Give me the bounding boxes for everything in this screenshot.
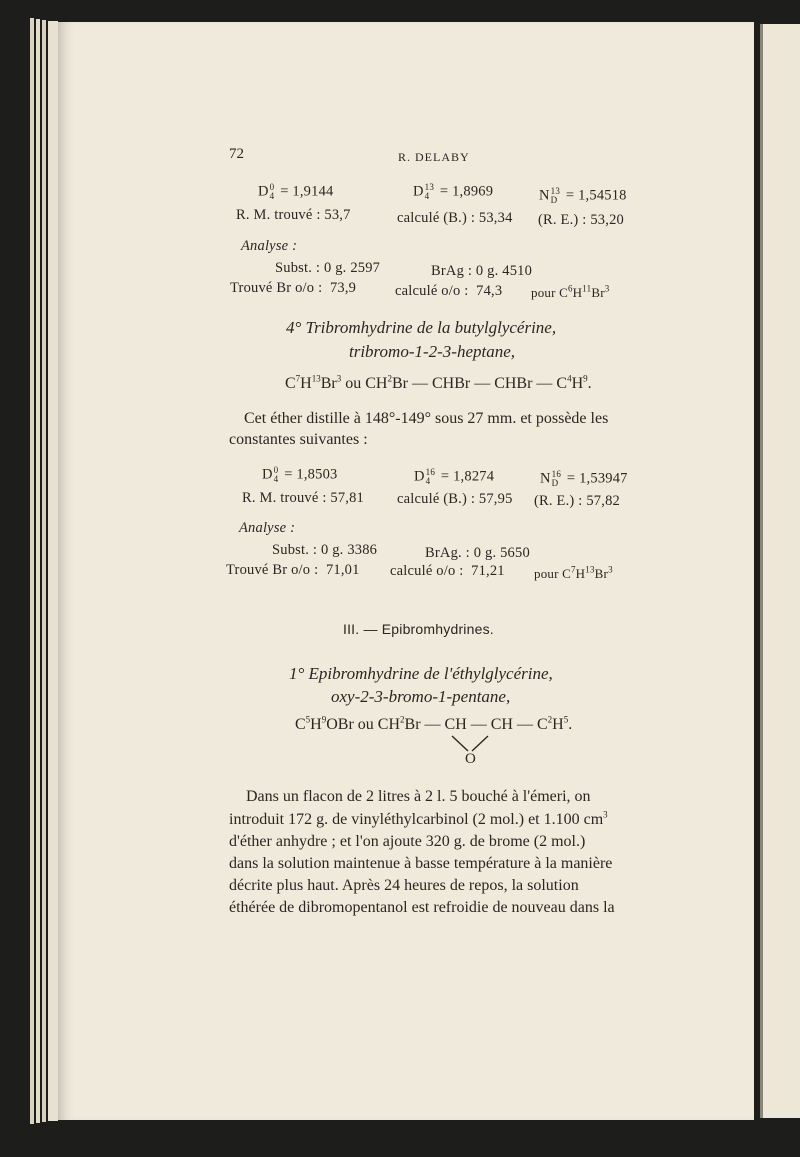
chemical-formula: $C^7H^{13}Br^3$ ou $CH^2Br$ — CHBr — CHBr — $C^4H^9$. [285,373,592,392]
analysis-formula: pour $C^6H^{11}Br^3$ [531,283,610,300]
analysis-subst: Subst. : 0 g. 3386 [272,542,378,558]
section-heading: III. — Epibromhydrines. [343,621,494,637]
rm-re: (R. E.) : 57,82 [534,493,620,509]
analysis-brag: BrAg : 0 g. 4510 [431,263,533,279]
page-edge [36,19,40,1123]
analyse-label: Analyse : [241,238,298,254]
density-13: D 13 4 = 1,8969 [413,182,494,201]
rm-found: R. M. trouvé : 53,7 [236,207,351,223]
section-heading: 4° Tribromhydrine de la butylglycérine, [286,318,557,337]
refractive-index: N 13 D = 1,54518 [539,186,627,205]
paragraph-line: Dans un flacon de 2 litres à 2 l. 5 bouché à l'émeri, on [246,788,591,805]
section-subheading: tribromo-1-2-3-heptane, [349,342,516,361]
chemical-formula: $C^5H^9OBr$ ou $CH^2Br$ — CH — CH — $C^2H^5$. [295,714,573,733]
analysis-brag: BrAg. : 0 g. 5650 [425,545,530,561]
density-16: D 16 4 = 1,8274 [414,467,495,486]
paragraph-line: d'éther anhydre ; et l'on ajoute 320 g. de brome (2 mol.) [229,833,586,850]
analysis-found-br: Trouvé Br o/o : 71,01 [226,562,360,578]
rm-calculated: calculé (B.) : 53,34 [397,210,513,226]
paragraph-line: éthérée de dibromopentanol est refroidie de nouveau dans la [229,899,615,916]
page-number: 72 [229,146,244,162]
analyse-label: Analyse : [239,520,296,536]
running-title: R. DELABY [398,150,470,164]
paragraph-line: décrite plus haut. Après 24 heures de repos, la solution [229,877,579,894]
rm-found: R. M. trouvé : 57,81 [242,490,365,506]
paragraph-line: constantes suivantes : [229,431,368,448]
page-edge [42,20,46,1122]
analysis-subst: Subst. : 0 g. 2597 [275,260,381,276]
section-subheading: 1° Epibromhydrine de l'éthylglycérine, [289,664,553,683]
rm-re: (R. E.) : 53,20 [538,212,624,228]
refractive-index: N 16 D = 1,53947 [540,469,628,488]
analysis-calculated: calculé o/o : 74,3 [395,283,503,299]
section-subheading: oxy-2-3-bromo-1-pentane, [331,687,511,706]
rm-calculated: calculé (B.) : 57,95 [397,491,513,507]
oxygen-atom: O [465,751,476,767]
facing-page [760,24,800,1118]
paragraph-line: introduit 172 g. de vinyléthylcarbinol (2 mol.) et 1.100 $cm^3$ [229,809,608,828]
paragraph-line: Cet éther distille à 148°-149° sous 27 mm. et possède les [244,410,609,427]
analysis-calculated: calculé o/o : 71,21 [390,563,505,579]
analysis-formula: pour $C^7H^{13}Br^3$ [534,564,613,581]
page-edge [48,21,58,1121]
density-0: D 0 4 = 1,9144 [258,182,334,201]
density-0: D 0 4 = 1,8503 [262,465,338,484]
analysis-found-br: Trouvé Br o/o : 73,9 [230,280,357,296]
page-edge [30,18,34,1124]
paragraph-line: dans la solution maintenue à basse température à la manière [229,855,613,872]
